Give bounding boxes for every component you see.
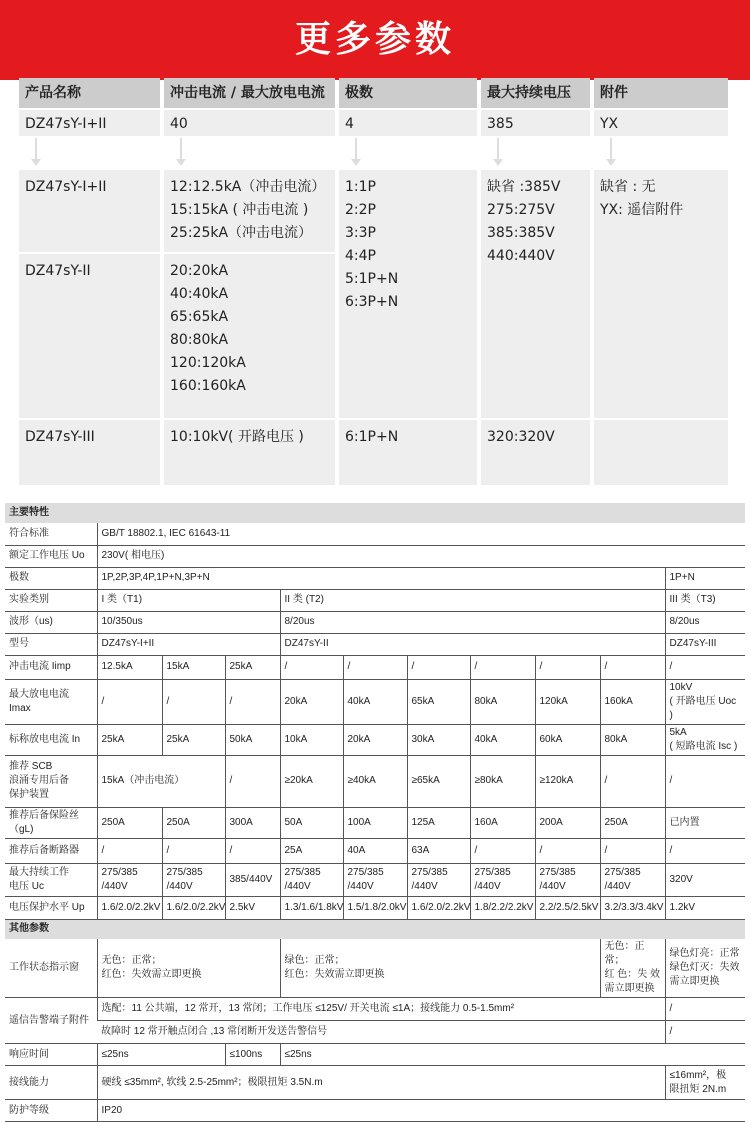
spec-row (5, 679, 745, 724)
cell-value: 100A (343, 807, 407, 838)
cell-value: / (665, 1021, 745, 1044)
row-label: 遥信告警端子附件 (5, 998, 97, 1044)
row-label: 额定工作电压 Uo (5, 545, 97, 567)
cell-value: 1.6/2.0/2.2kV (97, 896, 162, 919)
model-name: DZ47sY-II (19, 254, 160, 418)
cell-value: 63A (407, 838, 470, 863)
example-value: 385 (481, 110, 590, 136)
cell-value: 1.6/2.0/2.2kV (162, 896, 225, 919)
row-label: 接线能力 (5, 1066, 97, 1100)
spec-row (5, 611, 745, 633)
cell-value: 275/385 /440V (470, 863, 535, 896)
cell-value: 40kA (470, 724, 535, 755)
column-header: 附件 (594, 78, 728, 108)
cell-value: DZ47sY-II (280, 633, 665, 655)
cell-value: 120kA (535, 679, 600, 724)
arrow-down-icon (355, 138, 357, 160)
cell-value: 12.5kA (97, 655, 162, 679)
voltage-options: 缺省 :385V 275:275V 385:385V 440:440V (481, 170, 590, 418)
cell-value: 160kA (600, 679, 665, 724)
cell-value: 160A (470, 807, 535, 838)
cell-value: 80kA (600, 724, 665, 755)
cell-value: 65kA (407, 679, 470, 724)
arrow-down-icon (35, 138, 37, 160)
cell-value: / (535, 838, 600, 863)
cell-value: 60kA (535, 724, 600, 755)
cell-value: II 类 (T2) (280, 589, 665, 611)
column-header: 产品名称 (19, 78, 160, 108)
cell-value: / (280, 655, 343, 679)
cell-value: 25kA (225, 655, 280, 679)
cell-value: / (225, 838, 280, 863)
cell-value: 1.5/1.8/2.0kV (343, 896, 407, 919)
cell-value: 40A (343, 838, 407, 863)
cell-value: / (407, 655, 470, 679)
cell-value: 25kA (97, 724, 162, 755)
cell-value: / (97, 679, 162, 724)
cell-value: / (665, 838, 745, 863)
cell-value: 15kA（冲击电流） (97, 755, 225, 807)
cell-value: ≥120kA (535, 755, 600, 807)
cell-value: / (225, 679, 280, 724)
model-name: DZ47sY-III (19, 420, 160, 485)
voltage-options: 320:320V (481, 420, 590, 485)
column-header: 极数 (339, 78, 477, 108)
cell-value: ≥20kA (280, 755, 343, 807)
cell-value: / (162, 838, 225, 863)
row-label: 最大持续工作 电压 Uc (5, 863, 97, 896)
cell-value: 2.2/2.5/2.5kV (535, 896, 600, 919)
cell-value: / (600, 755, 665, 807)
cell-value: ≥40kA (343, 755, 407, 807)
cell-value: DZ47sY-III (665, 633, 745, 655)
cell-value: / (600, 655, 665, 679)
row-label: 波形（us) (5, 611, 97, 633)
arrow-down-icon (610, 138, 612, 160)
arrow-down-icon (180, 138, 182, 160)
spec-row (5, 1044, 745, 1066)
spec-row (5, 863, 745, 896)
cell-value: / (470, 655, 535, 679)
cell-value: 50A (280, 807, 343, 838)
pole-options: 1:1P 2:2P 3:3P 4:4P 5:1P+N 6:3P+N (339, 170, 477, 418)
cell-value: 25A (280, 838, 343, 863)
cell-value: 125A (407, 807, 470, 838)
row-label: 型号 (5, 633, 97, 655)
cell-value: 10kV ( 开路电压 Uoc ) (665, 679, 745, 724)
row-label: 推荐 SCB 浪涌专用后备 保护装置 (5, 755, 97, 807)
row-label: 标称放电电流 In (5, 724, 97, 755)
row-label: 响应时间 (5, 1044, 97, 1066)
page-title: 更多参数 (0, 0, 750, 80)
cell-value: 230V( 相电压) (97, 545, 745, 567)
cell-value: 1.2kV (665, 896, 745, 919)
cell-value: ≤100ns (225, 1044, 280, 1066)
row-label: 电压保护水平 Up (5, 896, 97, 919)
cell-value: ≤25ns (97, 1044, 225, 1066)
cell-value: / (470, 838, 535, 863)
section-header (5, 503, 745, 523)
row-label: 防护等级 (5, 1100, 97, 1122)
cell-value: 3.2/3.3/3.4kV (600, 896, 665, 919)
cell-value: 320V (665, 863, 745, 896)
cell-value: / (162, 679, 225, 724)
spec-row (5, 939, 745, 998)
cell-value: DZ47sY-I+II (97, 633, 280, 655)
cell-value: 40kA (343, 679, 407, 724)
example-value: DZ47sY-I+II (19, 110, 160, 136)
arrow-down-icon (497, 138, 499, 160)
cell-value: 无色：正常； 红色：失效需立即更换 (97, 939, 280, 998)
row-label: 符合标准 (5, 523, 97, 545)
spec-row (5, 1066, 745, 1100)
cell-value: 10/350us (97, 611, 280, 633)
cell-value: 275/385 /440V (162, 863, 225, 896)
cell-value: ≥80kA (470, 755, 535, 807)
row-label: 冲击电流 Iimp (5, 655, 97, 679)
spec-row (5, 655, 745, 679)
cell-value: / (535, 655, 600, 679)
cell-value: IP20 (97, 1100, 745, 1122)
spec-table (5, 503, 745, 1122)
row-label: 工作状态指示窗 (5, 939, 97, 998)
cell-value: 8/20us (280, 611, 665, 633)
row-label: 极数 (5, 567, 97, 589)
cell-value: 25kA (162, 724, 225, 755)
cell-value: 2.5kV (225, 896, 280, 919)
cell-value: 1.6/2.0/2.2kV (407, 896, 470, 919)
cell-value: 250A (97, 807, 162, 838)
cell-value: 80kA (470, 679, 535, 724)
cell-value: GB/T 18802.1, IEC 61643-11 (97, 523, 745, 545)
cell-value: 275/385 /440V (343, 863, 407, 896)
attachment-options: 缺省 : 无 YX: 遥信附件 (594, 170, 728, 418)
cell-value: 10kA (280, 724, 343, 755)
cell-value: 200A (535, 807, 600, 838)
spec-row (5, 545, 745, 567)
cell-value: 20kA (343, 724, 407, 755)
row-label: 推荐后备保险丝 （gL) (5, 807, 97, 838)
cell-value: 385/440V (225, 863, 280, 896)
cell-value: / (665, 755, 745, 807)
model-name: DZ47sY-I+II (19, 170, 160, 252)
cell-value: 绿色：正常； 红色：失效需立即更换 (280, 939, 600, 998)
cell-value: 选配：11 公共端，12 常开，13 常闭；工作电压 ≤125V/ 开关电流 ≤1A；接线能力 0.5-1.5mm² (97, 998, 665, 1021)
cell-value: 硬线 ≤35mm², 软线 2.5-25mm²；极限扭矩 3.5N.m (97, 1066, 665, 1100)
cell-value: 20kA (280, 679, 343, 724)
spec-row (5, 633, 745, 655)
column-header: 最大持续电压 (481, 78, 590, 108)
cell-value: 8/20us (665, 611, 745, 633)
spec-row (5, 1100, 745, 1122)
spec-row (5, 838, 745, 863)
cell-value: 275/385 /440V (97, 863, 162, 896)
cell-value: / (97, 838, 162, 863)
spec-row (5, 998, 745, 1021)
row-label: 推荐后备断路器 (5, 838, 97, 863)
cell-value: / (665, 998, 745, 1021)
cell-value: 故障时 12 常开触点闭合 ,13 常闭断开发送告警信号 (97, 1021, 665, 1044)
row-label: 最大放电电流 Imax (5, 679, 97, 724)
cell-value: 30kA (407, 724, 470, 755)
cell-value: 50kA (225, 724, 280, 755)
cell-value: / (225, 755, 280, 807)
cell-value: 15kA (162, 655, 225, 679)
column-header: 冲击电流 / 最大放电电流 (164, 78, 335, 108)
pole-options: 6:1P+N (339, 420, 477, 485)
spec-row (5, 589, 745, 611)
row-label: 实验类别 (5, 589, 97, 611)
cell-value: 绿色灯亮：正常 绿色灯灭：失效 需立即更换 (665, 939, 745, 998)
cell-value: / (665, 655, 745, 679)
cell-value: / (600, 838, 665, 863)
cell-value: I 类（T1) (97, 589, 280, 611)
cell-value: 275/385 /440V (600, 863, 665, 896)
cell-value: 275/385 /440V (407, 863, 470, 896)
cell-value: 已内置 (665, 807, 745, 838)
current-options: 20:20kA 40:40kA 65:65kA 80:80kA 120:120kA 160:160kA (164, 254, 335, 418)
cell-value: 300A (225, 807, 280, 838)
cell-value: 1P,2P,3P,4P,1P+N,3P+N (97, 567, 665, 589)
cell-value: 275/385 /440V (535, 863, 600, 896)
cell-value: 250A (600, 807, 665, 838)
spec-row (5, 567, 745, 589)
cell-value: 275/385 /440V (280, 863, 343, 896)
spec-row (5, 1021, 745, 1044)
cell-value: ≥65kA (407, 755, 470, 807)
current-options: 10:10kV( 开路电压 ) (164, 420, 335, 485)
spec-row (5, 724, 745, 755)
example-value: YX (594, 110, 728, 136)
cell-value: 1.3/1.6/1.8kV (280, 896, 343, 919)
section-title: 主要特性 (5, 503, 745, 523)
section-title: 其他参数 (5, 919, 745, 939)
cell-value: III 类（T3) (665, 589, 745, 611)
section-header (5, 919, 745, 939)
spec-row (5, 896, 745, 919)
cell-value: 1P+N (665, 567, 745, 589)
example-value: 40 (164, 110, 335, 136)
cell-value: / (343, 655, 407, 679)
cell-value: 1.8/2.2/2.2kV (470, 896, 535, 919)
example-value: 4 (339, 110, 477, 136)
cell-value: ≤25ns (280, 1044, 745, 1066)
spec-row (5, 523, 745, 545)
cell-value: ≤16mm²，极 限扭矩 2N.m (665, 1066, 745, 1100)
attachment-options (594, 420, 728, 485)
cell-value: 无色：正常； 红 色：失 效 需立即更换 (600, 939, 665, 998)
cell-value: 250A (162, 807, 225, 838)
current-options: 12:12.5kA（冲击电流） 15:15kA ( 冲击电流 ) 25:25kA（冲击电流） (164, 170, 335, 252)
spec-row (5, 755, 745, 807)
cell-value: 5kA ( 短路电流 Isc ) (665, 724, 745, 755)
spec-row (5, 807, 745, 838)
